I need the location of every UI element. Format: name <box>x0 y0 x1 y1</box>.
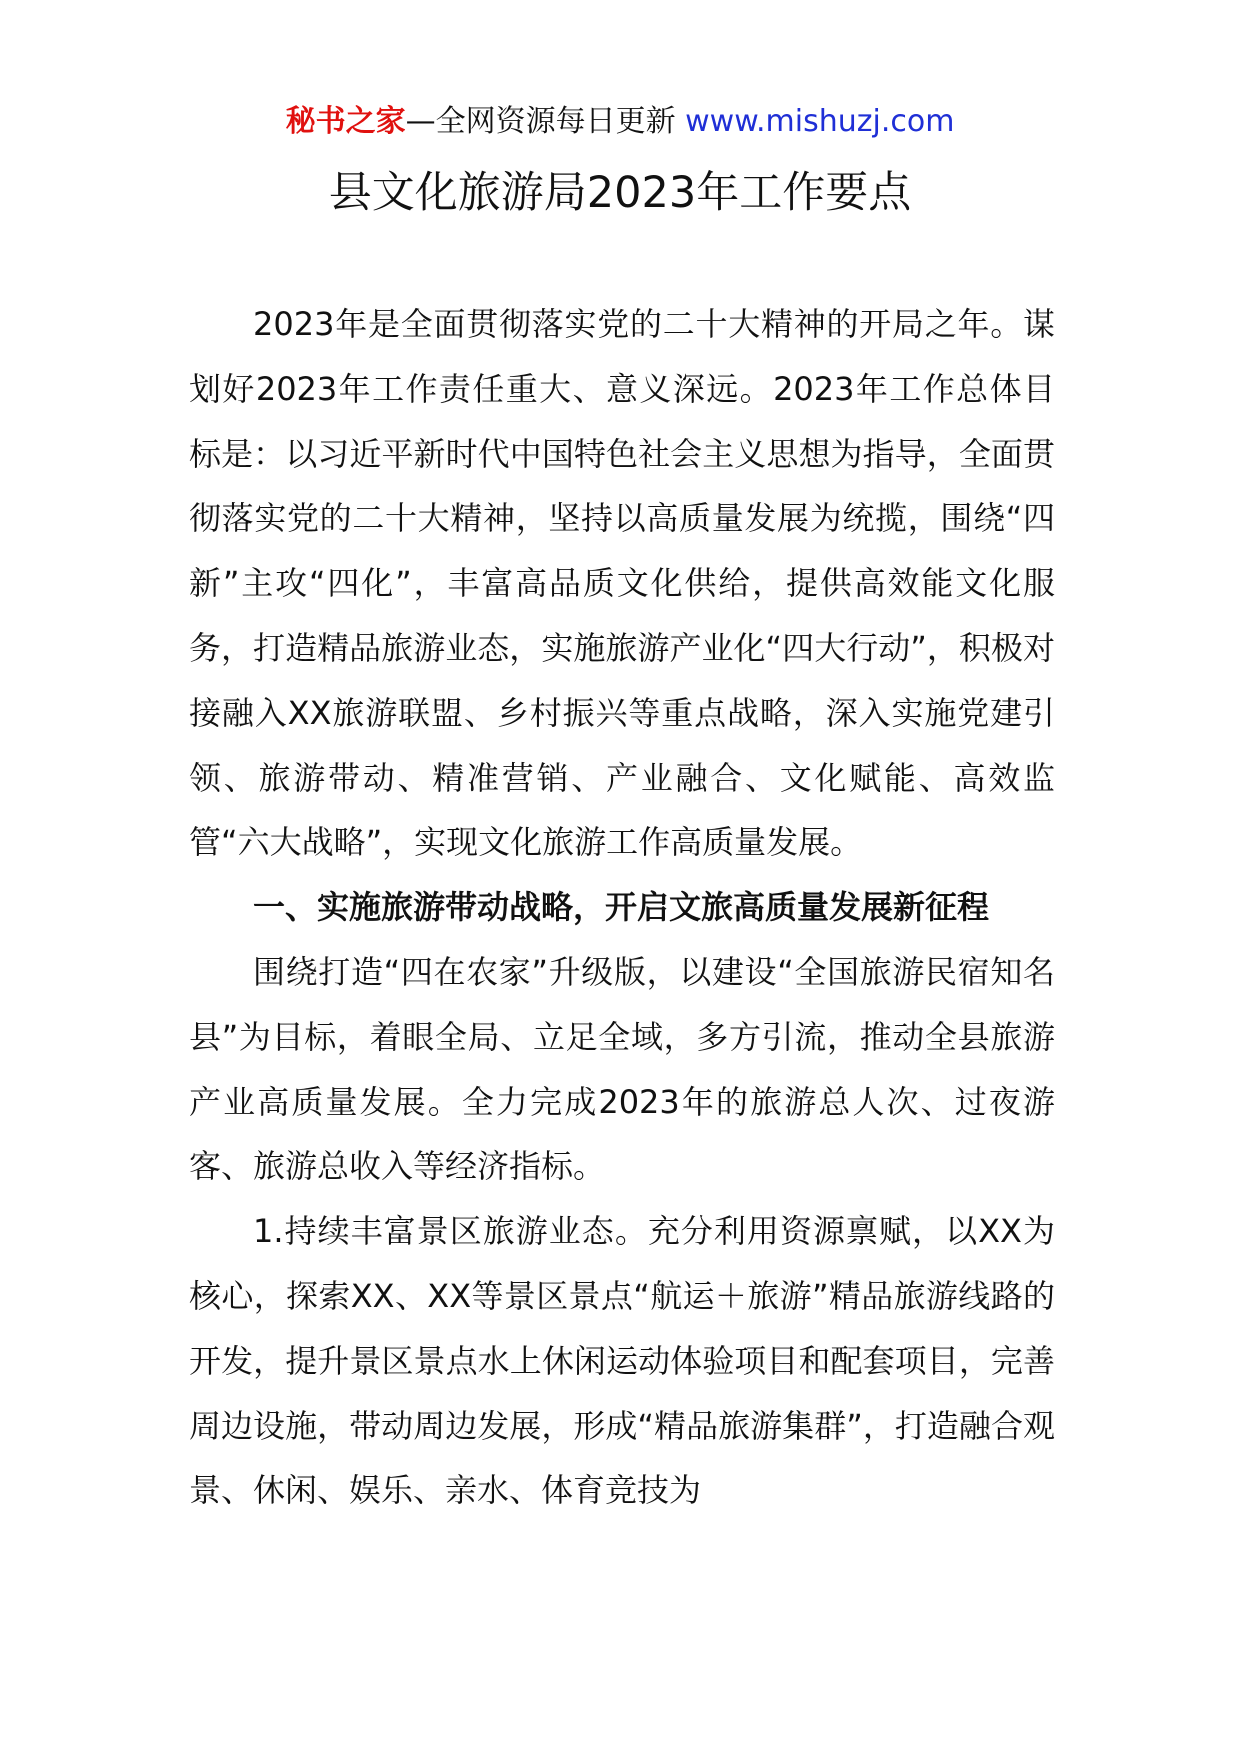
header-tagline: —全网资源每日更新 <box>405 104 686 139</box>
document-title: 县文化旅游局2023年工作要点 <box>328 168 912 218</box>
site-header <box>0 100 1240 144</box>
intro-paragraph: 2023年是全面贯彻落实党的二十大精神的开局之年。谋划好2023年工作责任重大、意义深远。2023年工作总体目标是：以习近平新时代中国特色社会主义思想为指导，全面贯彻落实党的二十大精神，坚持以高质量发展为统揽，围绕“四新”主攻“四化”，丰富高品质文化供给，提供高效能文化服务，打造精品旅游业态，实施旅游产业化“四大行动”，积极对接融入XX旅游联盟、乡村振兴等重点战略，深入实施党建引领、旅游带动、精准营销、产业融合、文化赋能、高效监管“六大战略”，实现文化旅游工作高质量发展。 <box>189 305 1055 862</box>
section-heading: 一、实施旅游带动战略，开启文旅高质量发展新征程 <box>253 888 990 927</box>
brand-name: 秘书之家 <box>285 104 406 139</box>
document-body <box>189 292 1055 1523</box>
site-url-link[interactable]: www.mishuzj.com <box>685 104 955 139</box>
section-intro-paragraph: 围绕打造“四在农家”升级版，以建设“全国旅游民宿知名县”为目标，着眼全局、立足全域，多方引流，推动全县旅游产业高质量发展。全力完成2023年的旅游总人次、过夜游客、旅游总收入等经济指标。 <box>189 952 1055 1186</box>
item-paragraph: 1.持续丰富景区旅游业态。充分利用资源禀赋，以XX为核心，探索XX、XX等景区景点“航运＋旅游”精品旅游线路的开发，提升景区景点水上休闲运动体验项目和配套项目，完善周边设施，带动周边发展，形成“精品旅游集群”，打造融合观景、休闲、娱乐、亲水、体育竞技为 <box>189 1212 1055 1510</box>
